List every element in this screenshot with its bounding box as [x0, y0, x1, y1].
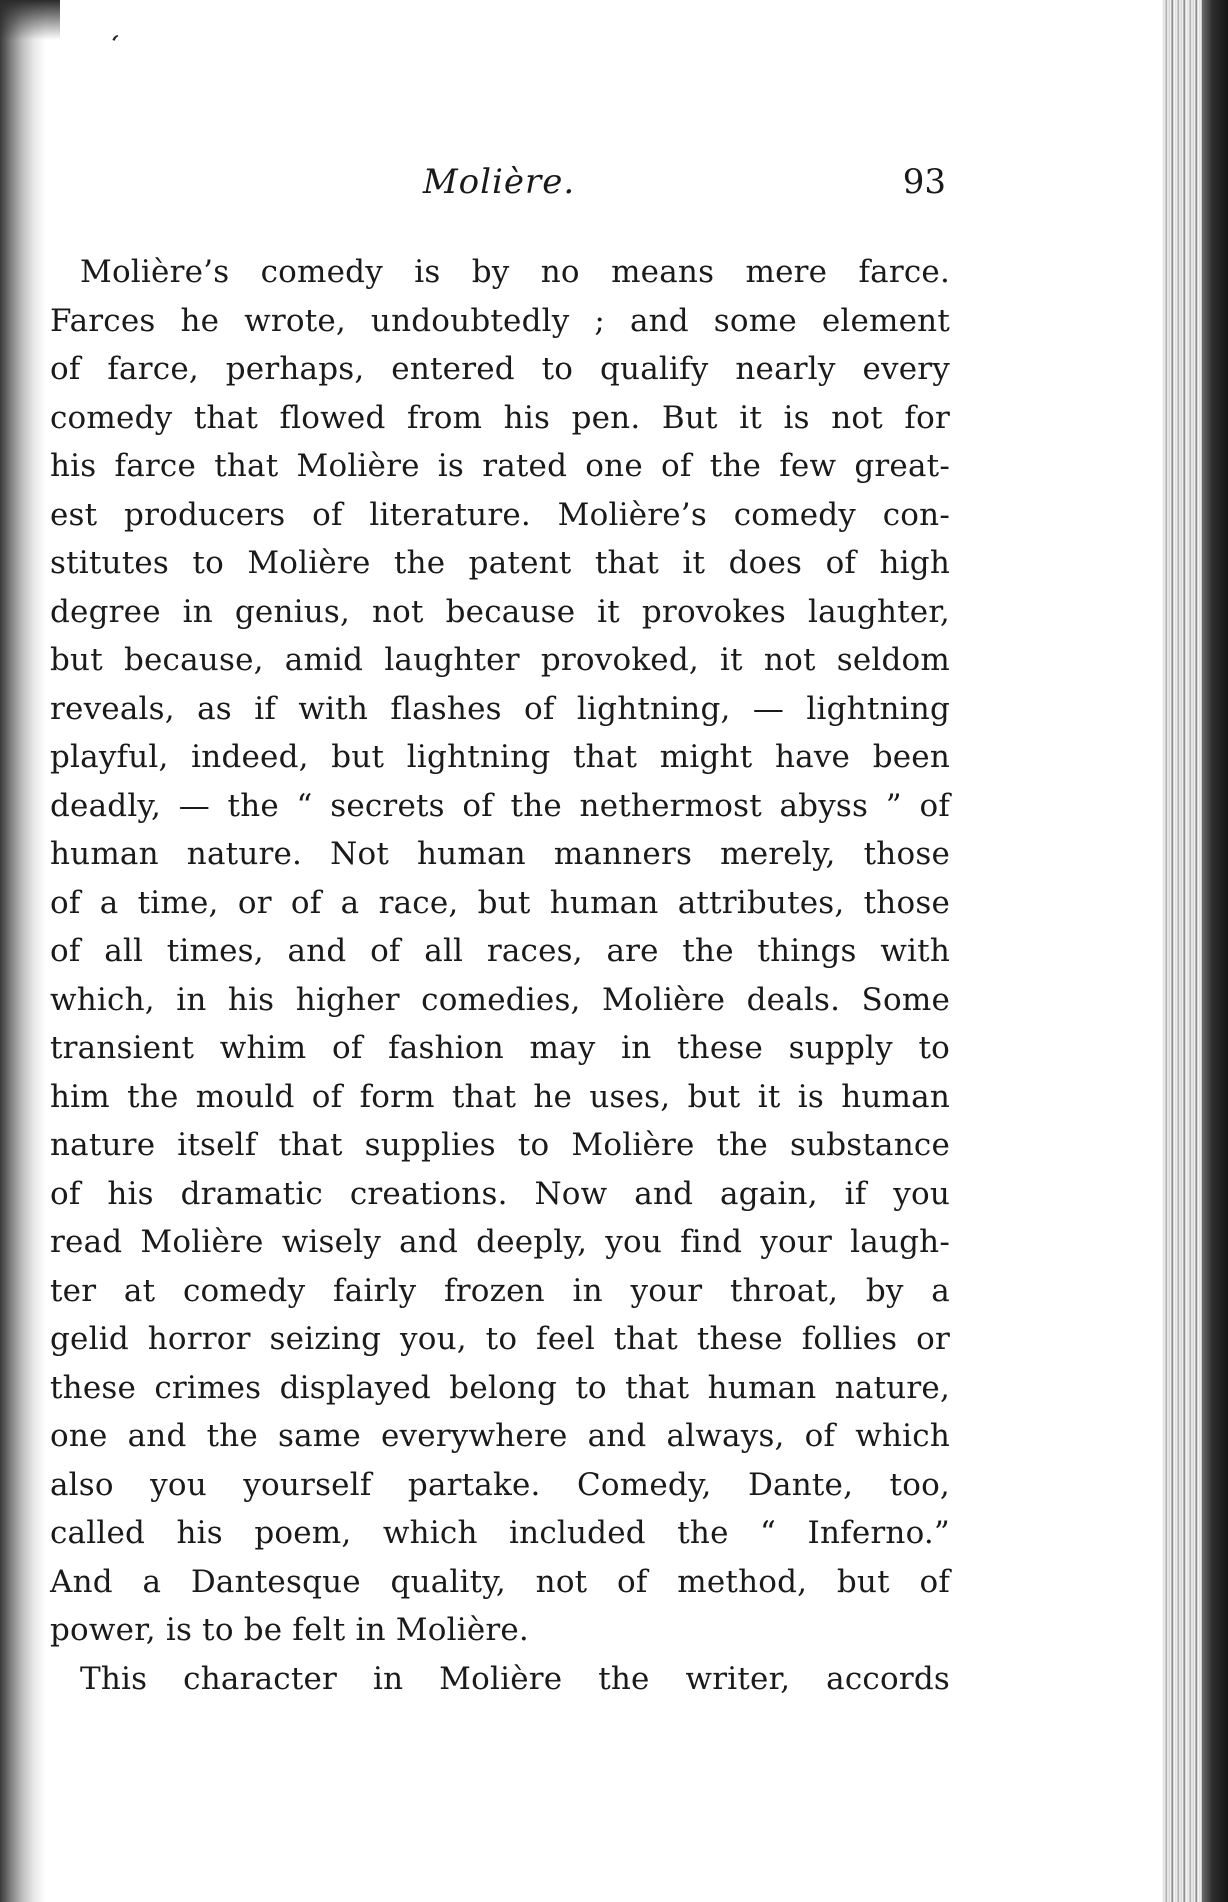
text-line: his farce that Molière is rated one of the few great-	[50, 448, 950, 484]
page-edge-shadow	[1202, 0, 1228, 1902]
text-line: these crimes displayed belong to that human nature,	[50, 1369, 950, 1406]
text-line: stitutes to Molière the patent that it does of high	[50, 545, 950, 581]
text-line: This character in Molière the writer, accords	[80, 1660, 950, 1697]
text-line: of farce, perhaps, entered to qualify nearly every	[50, 351, 950, 387]
running-title: Molière.	[422, 162, 576, 202]
text-line: called his poem, which included the “ Inferno.”	[50, 1515, 950, 1551]
binding-shadow	[0, 0, 46, 1902]
page-header	[52, 162, 946, 212]
text-line: of his dramatic creations. Now and again, if you	[50, 1175, 950, 1212]
text-line: read Molière wisely and deeply, you find your laugh-	[50, 1224, 950, 1260]
text-line: but because, amid laughter provoked, it not seldom	[50, 642, 950, 678]
page-number: 93	[902, 162, 946, 202]
body-text	[50, 248, 950, 1703]
text-line: nature itself that supplies to Molière the substance	[50, 1127, 950, 1163]
text-line: transient whim of fashion may in these supply to	[50, 1030, 950, 1066]
text-line: power, is to be felt in Molière.	[50, 1612, 529, 1648]
text-line: And a Dantesque quality, not of method, but of	[50, 1563, 950, 1600]
text-line: playful, indeed, but lightning that might have been	[50, 739, 950, 775]
text-line: comedy that flowed from his pen. But it is not for	[50, 399, 950, 436]
text-line: which, in his higher comedies, Molière deals. Some	[50, 981, 950, 1018]
text-line: degree in genius, not because it provokes laughter,	[50, 593, 950, 630]
text-line: ter at comedy fairly frozen in your throat, by a	[50, 1272, 950, 1309]
text-line: reveals, as if with flashes of lightning, — lightning	[50, 690, 950, 727]
text-line: also you yourself partake. Comedy, Dante, too,	[50, 1466, 950, 1503]
text-line: human nature. Not human manners merely, those	[50, 836, 950, 872]
text-line: him the mould of form that he uses, but it is human	[50, 1078, 950, 1115]
text-line: Farces he wrote, undoubtedly ; and some element	[50, 302, 950, 339]
text-line: Molière’s comedy is by no means mere farce.	[80, 254, 950, 290]
text-line: of a time, or of a race, but human attributes, those	[50, 884, 950, 921]
text-line: gelid horror seizing you, to feel that these follies or	[50, 1321, 950, 1357]
text-line: est producers of literature. Molière’s comedy con-	[50, 496, 950, 533]
scan-corner-shadow	[0, 0, 60, 40]
stray-ink-mark: ʻ	[103, 29, 122, 61]
text-line: one and the same everywhere and always, of which	[50, 1418, 950, 1454]
text-line: deadly, — the “ secrets of the nethermost abyss ” of	[50, 787, 950, 824]
text-line: of all times, and of all races, are the things with	[50, 933, 950, 969]
